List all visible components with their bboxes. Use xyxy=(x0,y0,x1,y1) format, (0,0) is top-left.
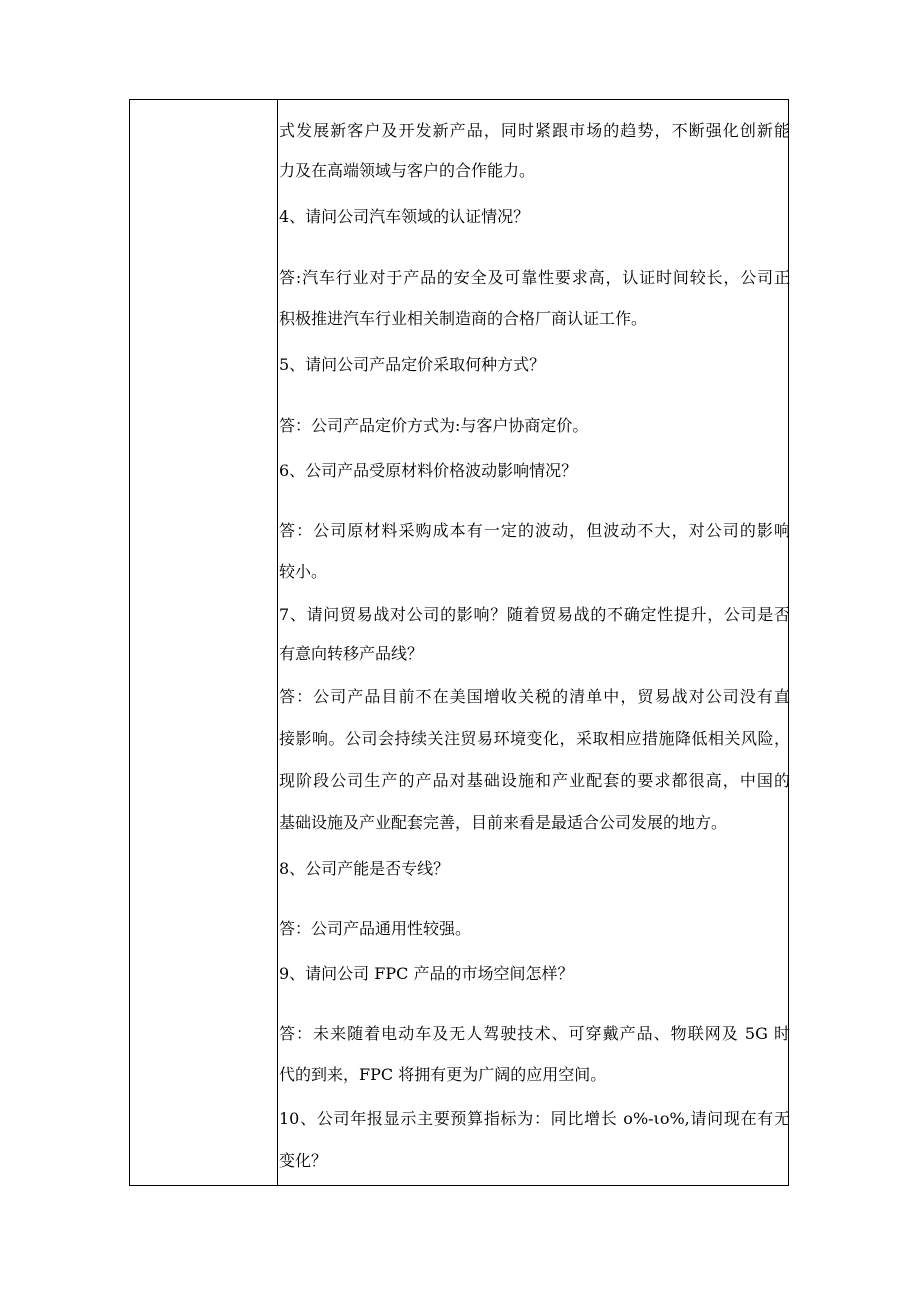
text-line: 现阶段公司生产的产品对基础设施和产业配套的要求都很高，中国的 xyxy=(279,771,790,790)
text-line: 较小。 xyxy=(279,562,328,581)
question-line: 6、公司产品受原材料价格波动影响情况？ xyxy=(279,461,578,480)
text-line: 接影响。公司会持续关注贸易环境变化，采取相应措施降低相关风险， xyxy=(279,729,790,748)
question-line: 4、请问公司汽车领域的认证情况？ xyxy=(279,207,530,226)
question-line: 9、请问公司 FPC 产品的市场空间怎样？ xyxy=(279,964,574,983)
qa-table xyxy=(129,99,789,1186)
answer-line: 答：未来随着电动车及无人驾驶技术、可穿戴产品、物联网及 5G 时 xyxy=(279,1024,790,1043)
table-left-cell xyxy=(130,100,278,1185)
table-content-cell xyxy=(279,100,790,1185)
answer-line: 答：公司原材料采购成本有一定的波动，但波动不大，对公司的影响 xyxy=(279,521,790,540)
question-line: 7、请问贸易战对公司的影响？随着贸易战的不确定性提升，公司是否 xyxy=(279,605,790,624)
text-line: 力及在高端领域与客户的合作能力。 xyxy=(279,161,536,180)
text-line: 有意向转移产品线？ xyxy=(279,644,424,663)
text-line: 积极推进汽车行业相关制造商的合格厂商认证工作。 xyxy=(279,309,648,328)
text-line: 基础设施及产业配套完善，目前来看是最适合公司发展的地方。 xyxy=(279,813,728,832)
question-line: 5、请问公司产品定价采取何种方式？ xyxy=(279,355,546,374)
answer-line: 答:汽车行业对于产品的安全及可靠性要求高，认证时间较长，公司正 xyxy=(279,268,790,287)
answer-line: 答：公司产品定价方式为:与客户协商定价。 xyxy=(279,416,589,435)
text-line: 式发展新客户及开发新产品，同时紧跟市场的趋势，不断强化创新能 xyxy=(279,121,790,140)
text-line: 变化？ xyxy=(279,1151,328,1170)
answer-line: 答：公司产品通用性较强。 xyxy=(279,919,472,938)
answer-line: 答：公司产品目前不在美国增收关税的清单中，贸易战对公司没有直 xyxy=(279,687,790,706)
text-line: 代的到来，FPC 将拥有更为广阔的应用空间。 xyxy=(279,1065,607,1084)
question-line: 10、公司年报显示主要预算指标为：同比增长 o%-ιo%,请问现在有无 xyxy=(279,1109,790,1128)
question-line: 8、公司产能是否专线？ xyxy=(279,859,450,878)
